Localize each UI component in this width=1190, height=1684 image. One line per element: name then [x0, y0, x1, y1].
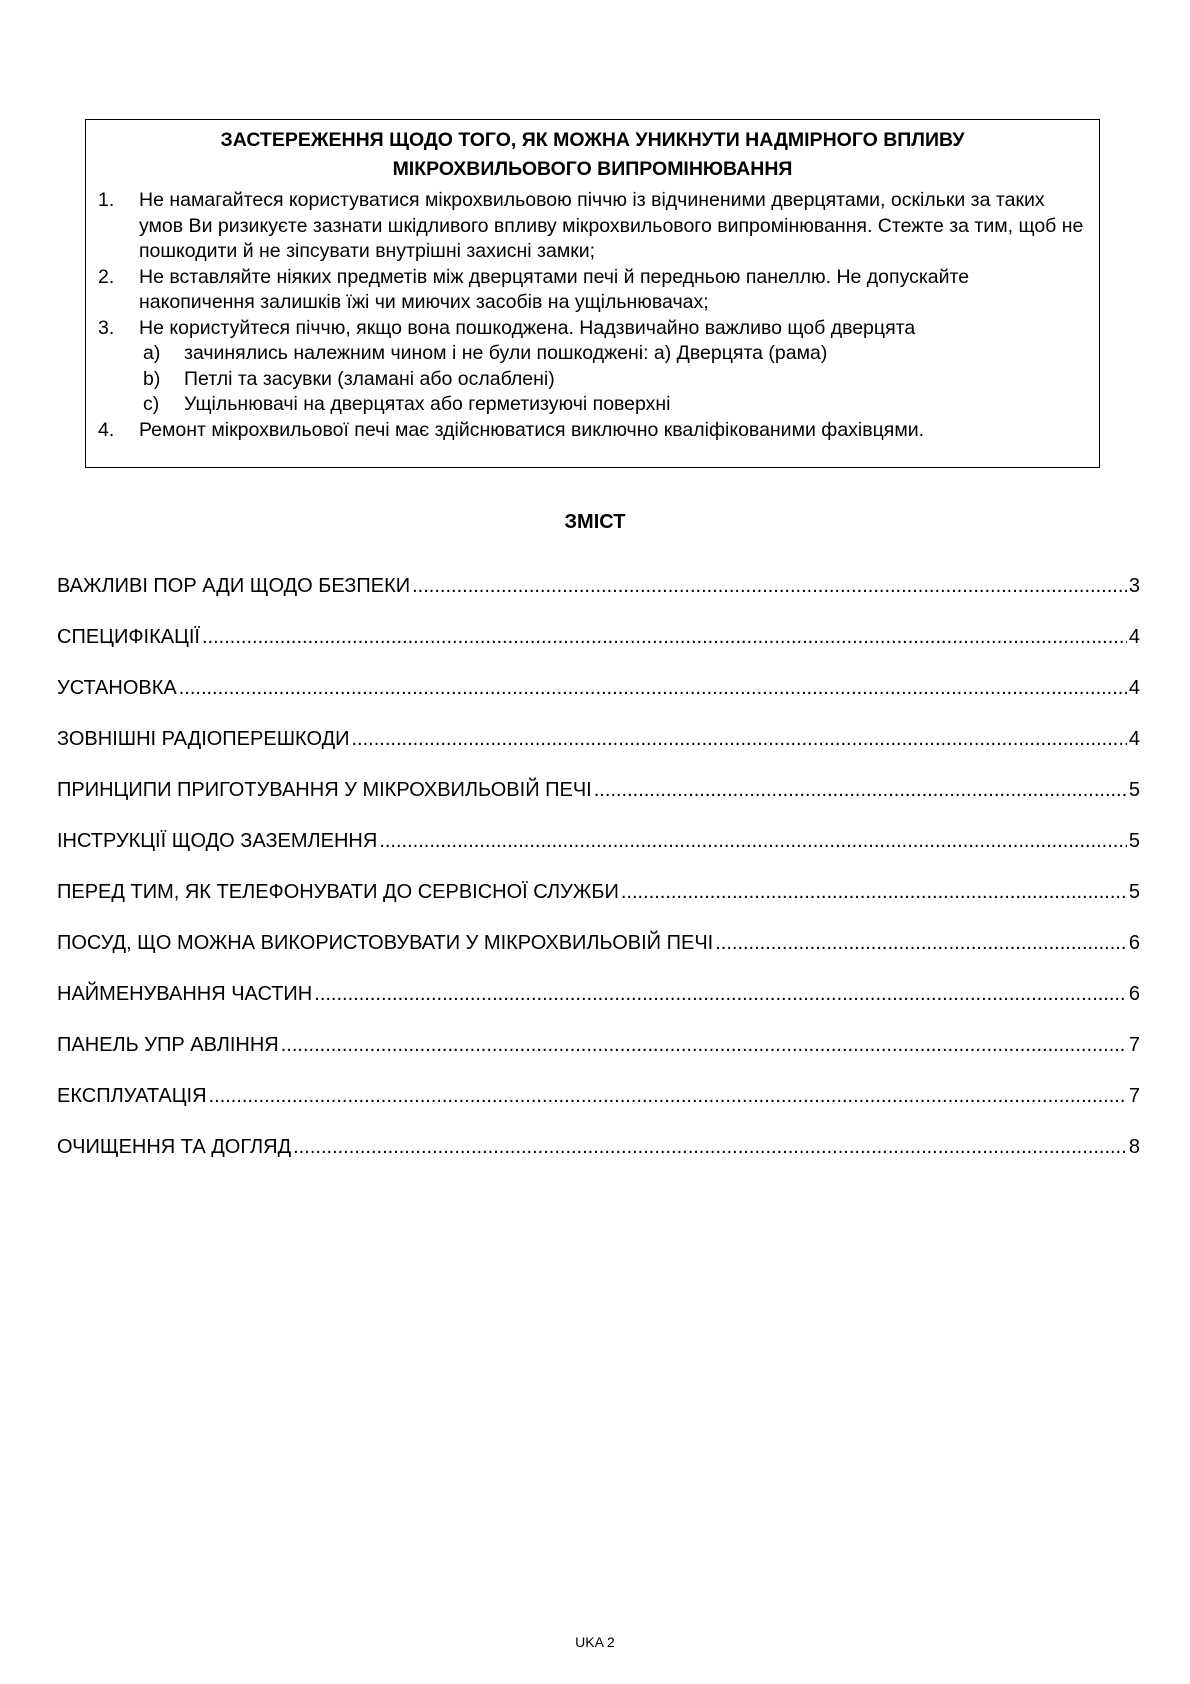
toc-leader-dots [412, 575, 1127, 598]
toc-leader-dots [621, 881, 1127, 904]
toc-entry[interactable] [57, 881, 1140, 932]
toc-entry[interactable] [57, 983, 1140, 1034]
toc-entry-page: 4 [1128, 677, 1140, 699]
warning-item [86, 316, 1099, 342]
toc-entry-page: 7 [1128, 1034, 1140, 1056]
warning-item-number: 1. [98, 189, 115, 211]
toc-entry-page: 8 [1128, 1136, 1140, 1158]
toc-entry-label: ЕКСПЛУАТАЦІЯ [57, 1085, 207, 1107]
warning-subitem [86, 341, 1099, 367]
warning-item [86, 188, 1099, 265]
toc-entry[interactable] [57, 932, 1140, 983]
toc-entry[interactable] [57, 830, 1140, 881]
toc-entry-label: ПОСУД, ЩО МОЖНА ВИКОРИСТОВУВАТИ У МІКРОХВИЛЬОВІЙ ПЕЧІ [57, 932, 714, 954]
toc-entry[interactable] [57, 1136, 1140, 1187]
toc-entry-page: 5 [1128, 830, 1140, 852]
toc-entry-page: 5 [1128, 881, 1140, 903]
toc-entry[interactable] [57, 779, 1140, 830]
toc-entry-label: ВАЖЛИВІ ПОР АДИ ЩОДО БЕЗПЕКИ [57, 575, 411, 597]
warning-subitem [86, 392, 1099, 418]
warning-item-text: Не намагайтеся користуватися мікрохвильовою піччю із відчиненими дверцятами, оскільки за таких умов Ви ризикуєте зазнати шкідливого впливу мікрохвильового випромінювання. Стежте за тим, щоб не пошкодити й не зіпсувати внутрішні захисні замки; [139, 189, 1084, 262]
toc-entry[interactable] [57, 1034, 1140, 1085]
toc-leader-dots [594, 779, 1127, 802]
toc-entry[interactable] [57, 728, 1140, 779]
warning-item-number: 2. [98, 265, 115, 288]
warning-subitem-text: зачинялись належним чином і не були пошкоджені: а) Дверцята (рама) [184, 342, 828, 364]
toc-entry-page: 6 [1128, 932, 1140, 954]
toc-entry-page: 6 [1128, 983, 1140, 1005]
toc-entry-page: 3 [1128, 575, 1140, 597]
toc-entry-label: НАЙМЕНУВАННЯ ЧАСТИН [57, 983, 313, 1005]
warning-item [86, 265, 1099, 316]
toc-entry-label: ПЕРЕД ТИМ, ЯК ТЕЛЕФОНУВАТИ ДО СЕРВІСНОЇ СЛУЖБИ [57, 881, 619, 903]
toc-entry[interactable] [57, 1085, 1140, 1136]
warning-subitem-letter: b) [143, 367, 161, 390]
warning-subitem [86, 367, 1099, 393]
toc-entry-label: УСТАНОВКА [57, 677, 177, 699]
warning-title-line-2: МІКРОХВИЛЬОВОГО ВИПРОМІНЮВАННЯ [392, 158, 793, 180]
toc-entry-label: ЗОВНІШНІ РАДІОПЕРЕШКОДИ [57, 728, 350, 750]
toc-leader-dots [715, 932, 1127, 955]
warning-list [86, 188, 1099, 443]
warning-title [86, 126, 1099, 184]
warning-subitem-letter: a) [143, 342, 161, 364]
toc-entry-label: ПАНЕЛЬ УПР АВЛІННЯ [57, 1034, 279, 1056]
warning-title-line-1: ЗАСТЕРЕЖЕННЯ ЩОДО ТОГО, ЯК МОЖНА УНИКНУТИ НАДМІРНОГО ВПЛИВУ [220, 129, 965, 151]
warning-item-number: 4. [98, 418, 115, 441]
toc-entry[interactable] [57, 677, 1140, 728]
toc-leader-dots [179, 677, 1127, 700]
toc-leader-dots [293, 1136, 1127, 1159]
toc-title: ЗМІСТ [564, 511, 626, 533]
toc-entry-label: СПЕЦИФІКАЦІЇ [57, 626, 200, 648]
toc-leader-dots [352, 728, 1127, 751]
page-footer: UKA 2 [575, 1634, 615, 1650]
warning-item-text: Не вставляйте ніяких предметів між дверцятами печі й передньою панеллю. Не допускайте накопичення залишків їжі чи миючих засобів на ущільнювачах; [139, 265, 970, 313]
warning-subitem-letter: c) [143, 393, 160, 415]
toc-leader-dots [314, 983, 1127, 1006]
warning-item-text: Не користуйтеся піччю, якщо вона пошкоджена. Надзвичайно важливо щоб дверцята [139, 316, 916, 339]
toc-entry-label: ПРИНЦИПИ ПРИГОТУВАННЯ У МІКРОХВИЛЬОВІЙ ПЕЧІ [57, 779, 592, 801]
toc-entry-page: 5 [1128, 779, 1140, 801]
table-of-contents [57, 575, 1140, 1187]
warning-subitem-text: Петлі та засувки (зламані або ослаблені) [184, 367, 555, 390]
toc-leader-dots [209, 1085, 1127, 1108]
toc-entry-page: 4 [1128, 626, 1140, 648]
warning-item-number: 3. [98, 316, 115, 339]
warning-subitem-text: Ущільнювачі на дверцятах або герметизуючі поверхні [184, 393, 671, 415]
toc-entry-label: ІНСТРУКЦІЇ ЩОДО ЗАЗЕМЛЕННЯ [57, 830, 378, 852]
toc-entry-page: 4 [1128, 728, 1140, 750]
toc-entry-page: 7 [1128, 1085, 1140, 1107]
toc-entry-label: ОЧИЩЕННЯ ТА ДОГЛЯД [57, 1136, 292, 1158]
warning-item [86, 418, 1099, 444]
toc-leader-dots [202, 626, 1127, 649]
toc-entry[interactable] [57, 575, 1140, 626]
toc-entry[interactable] [57, 626, 1140, 677]
toc-leader-dots [379, 830, 1127, 853]
toc-leader-dots [281, 1034, 1127, 1057]
warning-box [85, 119, 1100, 468]
warning-item-text: Ремонт мікрохвильової печі має здійснюватися виключно кваліфікованими фахівцями. [139, 418, 925, 441]
